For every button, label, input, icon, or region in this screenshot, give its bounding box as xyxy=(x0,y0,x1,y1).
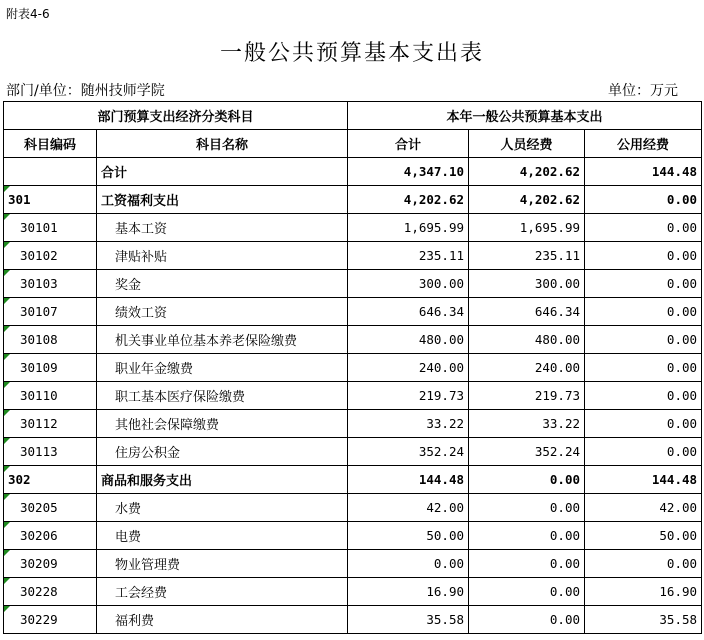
cell-public-text: 0.00 xyxy=(666,248,698,263)
cell-marker-icon xyxy=(4,270,10,276)
cell-total xyxy=(348,466,469,494)
table-row xyxy=(4,550,702,578)
cell-name xyxy=(97,466,348,494)
cell-personnel-text: 4,202.62 xyxy=(519,192,581,207)
cell-name-text: 津贴补贴 xyxy=(115,250,168,265)
cell-personnel-text: 240.00 xyxy=(534,360,581,375)
cell-code-text: 30113 xyxy=(20,444,58,459)
table-row xyxy=(4,410,702,438)
cell-public xyxy=(585,494,702,522)
cell-marker-icon xyxy=(4,298,10,304)
cell-public xyxy=(585,606,702,634)
cell-name-text: 合计 xyxy=(101,166,128,181)
cell-code xyxy=(4,578,97,606)
cell-code xyxy=(4,438,97,466)
cell-name xyxy=(97,410,348,438)
table-row xyxy=(4,270,702,298)
header-group-expenditure: 本年一般公共预算基本支出 xyxy=(348,102,702,130)
cell-public xyxy=(585,466,702,494)
cell-marker-icon xyxy=(4,438,10,444)
table-row xyxy=(4,158,702,186)
cell-personnel-text: 646.34 xyxy=(534,304,581,319)
cell-marker-icon xyxy=(4,242,10,248)
cell-public-text: 144.48 xyxy=(651,472,698,487)
cell-personnel-text: 480.00 xyxy=(534,332,581,347)
cell-name-text: 奖金 xyxy=(115,278,142,293)
cell-code-text: 30103 xyxy=(20,276,58,291)
cell-public xyxy=(585,354,702,382)
cell-total xyxy=(348,354,469,382)
cell-code xyxy=(4,410,97,438)
cell-code-text: 30101 xyxy=(20,220,58,235)
cell-public-text: 35.58 xyxy=(659,612,698,627)
cell-name xyxy=(97,382,348,410)
cell-total xyxy=(348,270,469,298)
cell-code xyxy=(4,550,97,578)
table-row xyxy=(4,298,702,326)
header-group-classification: 部门预算支出经济分类科目 xyxy=(4,102,348,130)
cell-code xyxy=(4,606,97,634)
cell-marker-icon xyxy=(4,186,10,192)
cell-personnel-text: 0.00 xyxy=(549,584,581,599)
table-row xyxy=(4,214,702,242)
cell-total-text: 1,695.99 xyxy=(403,220,465,235)
cell-personnel-text: 0.00 xyxy=(549,500,581,515)
cell-name-text: 商品和服务支出 xyxy=(101,474,193,489)
cell-code-text: 30102 xyxy=(20,248,58,263)
cell-public xyxy=(585,270,702,298)
cell-marker-icon xyxy=(4,606,10,612)
cell-name xyxy=(97,242,348,270)
cell-personnel xyxy=(469,494,585,522)
cell-total-text: 42.00 xyxy=(426,500,465,515)
cell-name-text: 基本工资 xyxy=(115,222,168,237)
cell-name xyxy=(97,438,348,466)
cell-code xyxy=(4,382,97,410)
cell-total-text: 16.90 xyxy=(426,584,465,599)
cell-code xyxy=(4,466,97,494)
cell-personnel xyxy=(469,606,585,634)
cell-total xyxy=(348,158,469,186)
cell-total-text: 300.00 xyxy=(418,276,465,291)
cell-marker-icon xyxy=(4,466,10,472)
budget-table xyxy=(3,101,702,634)
cell-personnel xyxy=(469,270,585,298)
cell-name xyxy=(97,354,348,382)
cell-code-text: 302 xyxy=(8,472,31,487)
cell-name-text: 水费 xyxy=(115,502,142,517)
cell-code-text: 30206 xyxy=(20,528,58,543)
cell-personnel-text: 0.00 xyxy=(549,528,581,543)
page-title: 一般公共预算基本支出表 xyxy=(219,41,484,66)
cell-public-text: 0.00 xyxy=(666,388,698,403)
cell-personnel-text: 219.73 xyxy=(534,388,581,403)
cell-total-text: 480.00 xyxy=(418,332,465,347)
cell-public xyxy=(585,242,702,270)
cell-code-text: 30209 xyxy=(20,556,58,571)
cell-total-text: 4,347.10 xyxy=(403,164,465,179)
cell-name-text: 职业年金缴费 xyxy=(115,362,194,377)
cell-total xyxy=(348,494,469,522)
cell-public-text: 0.00 xyxy=(666,416,698,431)
cell-total-text: 35.58 xyxy=(426,612,465,627)
cell-total xyxy=(348,186,469,214)
cell-personnel-text: 33.22 xyxy=(542,416,581,431)
header-public: 公用经费 xyxy=(585,130,702,158)
cell-name xyxy=(97,270,348,298)
cell-public xyxy=(585,158,702,186)
cell-public xyxy=(585,186,702,214)
table-row xyxy=(4,522,702,550)
cell-personnel xyxy=(469,214,585,242)
cell-personnel xyxy=(469,438,585,466)
header-code: 科目编码 xyxy=(4,130,97,158)
cell-code xyxy=(4,326,97,354)
header-total: 合计 xyxy=(348,130,469,158)
cell-personnel xyxy=(469,242,585,270)
cell-total xyxy=(348,298,469,326)
cell-public-text: 144.48 xyxy=(651,164,698,179)
cell-personnel xyxy=(469,382,585,410)
table-row xyxy=(4,382,702,410)
cell-name-text: 工资福利支出 xyxy=(101,194,180,209)
cell-personnel-text: 0.00 xyxy=(549,556,581,571)
table-row xyxy=(4,466,702,494)
cell-code-text: 30108 xyxy=(20,332,58,347)
cell-public-text: 0.00 xyxy=(666,220,698,235)
cell-personnel-text: 300.00 xyxy=(534,276,581,291)
cell-total xyxy=(348,326,469,354)
cell-marker-icon xyxy=(4,522,10,528)
cell-marker-icon xyxy=(4,578,10,584)
cell-marker-icon xyxy=(4,214,10,220)
cell-total xyxy=(348,438,469,466)
cell-public-text: 0.00 xyxy=(666,444,698,459)
cell-code xyxy=(4,270,97,298)
cell-code-text: 301 xyxy=(8,192,31,207)
cell-total-text: 0.00 xyxy=(433,556,465,571)
header-personnel: 人员经费 xyxy=(469,130,585,158)
cell-code-text: 30110 xyxy=(20,388,58,403)
cell-marker-icon xyxy=(4,494,10,500)
cell-personnel xyxy=(469,158,585,186)
cell-public-text: 50.00 xyxy=(659,528,698,543)
cell-public xyxy=(585,438,702,466)
cell-total-text: 352.24 xyxy=(418,444,465,459)
cell-name-text: 物业管理费 xyxy=(115,558,181,573)
cell-name-text: 福利费 xyxy=(115,614,155,629)
cell-name xyxy=(97,298,348,326)
cell-code-text: 30107 xyxy=(20,304,58,319)
appendix-note: 附表4-6 xyxy=(6,7,50,21)
cell-total xyxy=(348,242,469,270)
cell-name xyxy=(97,326,348,354)
cell-personnel xyxy=(469,186,585,214)
cell-personnel xyxy=(469,298,585,326)
table-row xyxy=(4,578,702,606)
cell-public xyxy=(585,410,702,438)
table-row xyxy=(4,326,702,354)
cell-personnel-text: 235.11 xyxy=(534,248,581,263)
cell-personnel xyxy=(469,550,585,578)
cell-personnel xyxy=(469,522,585,550)
cell-name xyxy=(97,186,348,214)
cell-name-text: 机关事业单位基本养老保险缴费 xyxy=(115,334,298,349)
cell-public-text: 0.00 xyxy=(666,332,698,347)
cell-name xyxy=(97,550,348,578)
table-row xyxy=(4,606,702,634)
cell-total xyxy=(348,606,469,634)
cell-name-text: 工会经费 xyxy=(115,586,168,601)
cell-personnel xyxy=(469,354,585,382)
cell-total-text: 33.22 xyxy=(426,416,465,431)
cell-public xyxy=(585,578,702,606)
cell-personnel-text: 1,695.99 xyxy=(519,220,581,235)
cell-name-text: 电费 xyxy=(115,530,142,545)
cell-public xyxy=(585,550,702,578)
cell-total-text: 240.00 xyxy=(418,360,465,375)
cell-personnel xyxy=(469,326,585,354)
cell-marker-icon xyxy=(4,410,10,416)
cell-name-text: 住房公积金 xyxy=(115,446,181,461)
cell-name xyxy=(97,606,348,634)
cell-personnel-text: 0.00 xyxy=(549,612,581,627)
cell-total xyxy=(348,410,469,438)
cell-personnel-text: 4,202.62 xyxy=(519,164,581,179)
cell-total-text: 144.48 xyxy=(418,472,465,487)
cell-public xyxy=(585,298,702,326)
cell-marker-icon xyxy=(4,326,10,332)
cell-name xyxy=(97,214,348,242)
cell-code xyxy=(4,186,97,214)
cell-public-text: 0.00 xyxy=(666,556,698,571)
cell-total xyxy=(348,382,469,410)
cell-public-text: 0.00 xyxy=(666,192,698,207)
cell-code-text: 30228 xyxy=(20,584,58,599)
cell-public xyxy=(585,326,702,354)
cell-public xyxy=(585,522,702,550)
cell-code-text: 30205 xyxy=(20,500,58,515)
cell-total-text: 4,202.62 xyxy=(403,192,465,207)
cell-code-text: 30229 xyxy=(20,612,58,627)
cell-marker-icon xyxy=(4,382,10,388)
cell-total-text: 235.11 xyxy=(418,248,465,263)
cell-public xyxy=(585,214,702,242)
cell-name-text: 职工基本医疗保险缴费 xyxy=(115,390,246,405)
cell-total xyxy=(348,578,469,606)
cell-personnel-text: 0.00 xyxy=(549,472,581,487)
cell-total-text: 50.00 xyxy=(426,528,465,543)
cell-name xyxy=(97,522,348,550)
cell-personnel xyxy=(469,410,585,438)
cell-personnel xyxy=(469,466,585,494)
cell-total xyxy=(348,214,469,242)
header-name: 科目名称 xyxy=(97,130,348,158)
cell-total-text: 646.34 xyxy=(418,304,465,319)
cell-marker-icon xyxy=(4,354,10,360)
cell-name xyxy=(97,578,348,606)
cell-public xyxy=(585,382,702,410)
cell-public-text: 42.00 xyxy=(659,500,698,515)
cell-code xyxy=(4,298,97,326)
cell-total-text: 219.73 xyxy=(418,388,465,403)
cell-name-text: 其他社会保障缴费 xyxy=(115,418,220,433)
table-row xyxy=(4,186,702,214)
cell-name xyxy=(97,158,348,186)
cell-public-text: 16.90 xyxy=(659,584,698,599)
table-row xyxy=(4,354,702,382)
cell-code xyxy=(4,158,97,186)
cell-marker-icon xyxy=(4,550,10,556)
department-label: 部门/单位：随州技师学院 xyxy=(6,83,165,99)
cell-code xyxy=(4,494,97,522)
cell-name-text: 绩效工资 xyxy=(115,306,168,321)
cell-code xyxy=(4,242,97,270)
cell-code xyxy=(4,214,97,242)
cell-personnel-text: 352.24 xyxy=(534,444,581,459)
cell-code-text: 30109 xyxy=(20,360,58,375)
cell-total xyxy=(348,522,469,550)
cell-code-text: 30112 xyxy=(20,416,58,431)
table-row xyxy=(4,438,702,466)
cell-public-text: 0.00 xyxy=(666,360,698,375)
table-row xyxy=(4,494,702,522)
cell-name xyxy=(97,494,348,522)
cell-public-text: 0.00 xyxy=(666,304,698,319)
cell-public-text: 0.00 xyxy=(666,276,698,291)
cell-code xyxy=(4,522,97,550)
table-row xyxy=(4,242,702,270)
cell-total xyxy=(348,550,469,578)
unit-label: 单位：万元 xyxy=(608,83,678,99)
cell-personnel xyxy=(469,578,585,606)
cell-code xyxy=(4,354,97,382)
